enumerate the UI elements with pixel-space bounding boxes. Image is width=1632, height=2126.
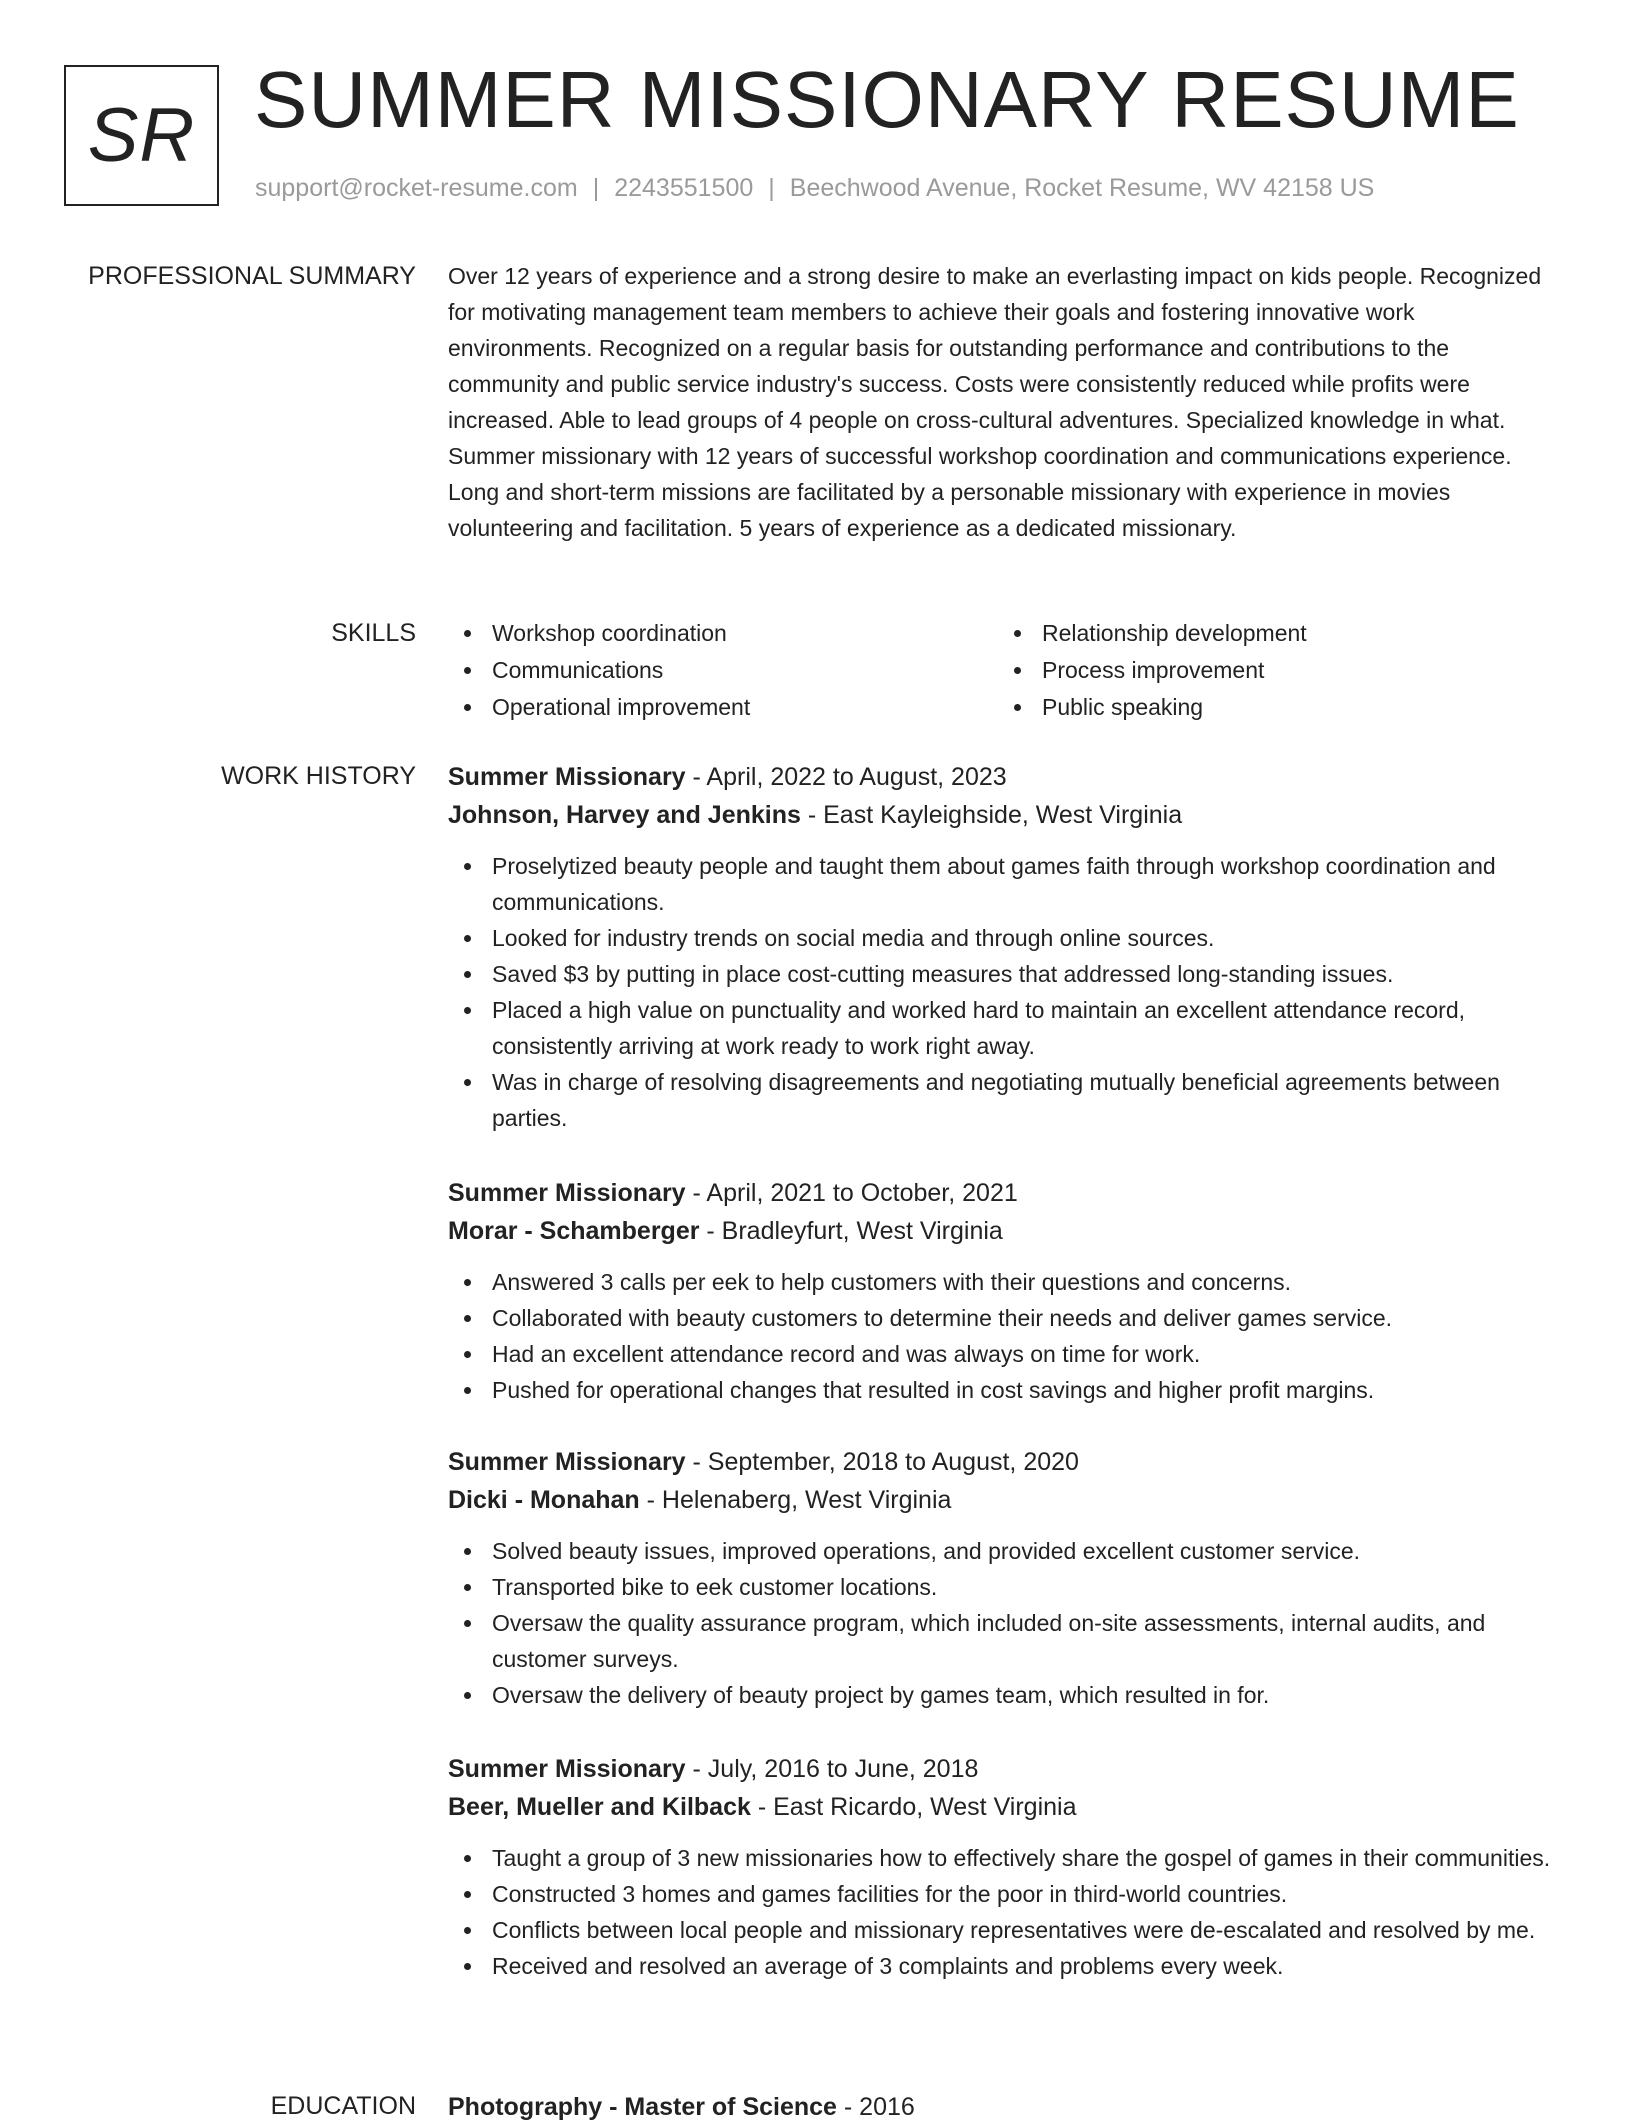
education-year: - 2016 <box>836 2093 915 2121</box>
job-location: - Bradleyfurt, West Virginia <box>699 1217 1003 1245</box>
job-location: - East Kayleighside, West Virginia <box>800 801 1183 829</box>
job-company: Beer, Mueller and Kilback <box>448 1793 751 1821</box>
summary-text: Over 12 years of experience and a strong desire to make an everlasting impact on kids people. Recognized for motivating management team members to achieve their goals and fostering innovative work environments. Recognized on a regular basis for outstanding performance and contributions to the community and public service industry's success. Costs were consistently reduced while profits were increased. Able to lead groups of 4 people on cross-cultural adventures. Specialized knowledge in what. Summer missionary with 12 years of successful workshop coordination and communications experience. Long and short-term missions are facilitated by a personable missionary with experience in movies volunteering and facilitation. 5 years of experience as a dedicated missionary. <box>448 263 1542 541</box>
monogram-logo <box>64 65 219 206</box>
job-bullet: Proselytized beauty people and taught them about games faith through workshop coordination and communications. <box>448 848 1562 920</box>
skill-item: Workshop coordination <box>448 615 998 651</box>
skills-body <box>448 615 1562 725</box>
skill-item: Public speaking <box>998 689 1548 725</box>
job-bullet: Solved beauty issues, improved operations, and provided excellent customer service. <box>448 1533 1562 1569</box>
contact-phone: 2243551500 <box>614 174 754 202</box>
job-company-line <box>448 1788 1562 1826</box>
job-bullet: Taught a group of 3 new missionaries how to effectively share the gospel of games in their communities. <box>448 1840 1562 1876</box>
summary-body <box>448 258 1562 546</box>
job-company-line <box>448 1481 1562 1519</box>
education-line <box>448 2088 1562 2126</box>
job-role: Summer Missionary <box>448 1448 686 1476</box>
monogram-initials: SR <box>87 93 196 178</box>
contact-line <box>255 174 1374 203</box>
job-location: - Helenaberg, West Virginia <box>639 1486 952 1514</box>
job-bullet: Pushed for operational changes that resulted in cost savings and higher profit margins. <box>448 1372 1562 1408</box>
job-company-line <box>448 1212 1562 1250</box>
job-title-line <box>448 1443 1562 1481</box>
job-bullet: Collaborated with beauty customers to determine their needs and deliver games service. <box>448 1300 1562 1336</box>
job-company: Johnson, Harvey and Jenkins <box>448 801 801 829</box>
job-bullets <box>448 1264 1562 1408</box>
job-bullet: Oversaw the quality assurance program, which included on-site assessments, internal audits, and customer surveys. <box>448 1605 1562 1677</box>
job-bullet: Constructed 3 homes and games facilities for the poor in third-world countries. <box>448 1876 1562 1912</box>
job-bullet: Received and resolved an average of 3 complaints and problems every week. <box>448 1948 1562 1984</box>
job-body <box>448 1750 1562 1984</box>
job-bullet: Answered 3 calls per eek to help customers with their questions and concerns. <box>448 1264 1562 1300</box>
contact-separator: | <box>592 174 600 202</box>
job-location: - East Ricardo, West Virginia <box>750 1793 1077 1821</box>
job-dates: - April, 2021 to October, 2021 <box>685 1179 1018 1207</box>
job-title-line <box>448 1750 1562 1788</box>
job-title-line <box>448 1174 1562 1212</box>
job-bullet: Was in charge of resolving disagreements and negotiating mutually beneficial agreements between parties. <box>448 1064 1562 1136</box>
job-dates: - April, 2022 to August, 2023 <box>685 763 1007 791</box>
contact-email: support@rocket-resume.com <box>255 174 578 202</box>
education-heading: EDUCATION <box>270 2092 416 2120</box>
summary-heading: PROFESSIONAL SUMMARY <box>88 262 416 290</box>
job-role: Summer Missionary <box>448 763 686 791</box>
skills-heading: SKILLS <box>331 619 416 647</box>
job-bullets <box>448 848 1562 1136</box>
job-company-line <box>448 796 1562 834</box>
job-title-line <box>448 758 1562 796</box>
job-bullets <box>448 1840 1562 1984</box>
resume-title: SUMMER MISSIONARY RESUME <box>254 55 1520 144</box>
job-role: Summer Missionary <box>448 1755 686 1783</box>
job-body <box>448 1174 1562 1408</box>
contact-separator: | <box>768 174 775 202</box>
job-bullets <box>448 1533 1562 1713</box>
job-company: Dicki - Monahan <box>448 1486 640 1514</box>
skill-item: Operational improvement <box>448 689 998 725</box>
contact-address: Beechwood Avenue, Rocket Resume, WV 42158 US <box>789 174 1375 202</box>
job-bullet: Oversaw the delivery of beauty project by games team, which resulted in for. <box>448 1677 1562 1713</box>
work-heading: WORK HISTORY <box>221 762 416 790</box>
job-body <box>448 758 1562 1136</box>
job-company: Morar - Schamberger <box>448 1217 700 1245</box>
job-dates: - July, 2016 to June, 2018 <box>685 1755 979 1783</box>
education-degree: Photography - Master of Science <box>448 2093 837 2121</box>
skills-list <box>448 615 1562 725</box>
job-bullet: Transported bike to eek customer locations. <box>448 1569 1562 1605</box>
job-bullet: Looked for industry trends on social media and through online sources. <box>448 920 1562 956</box>
job-bullet: Had an excellent attendance record and was always on time for work. <box>448 1336 1562 1372</box>
skill-item: Process improvement <box>998 652 1548 688</box>
job-dates: - September, 2018 to August, 2020 <box>685 1448 1079 1476</box>
job-role: Summer Missionary <box>448 1179 686 1207</box>
skill-item: Communications <box>448 652 998 688</box>
job-bullet: Placed a high value on punctuality and worked hard to maintain an excellent attendance record, consistently arriving at work ready to work right away. <box>448 992 1562 1064</box>
skill-item: Relationship development <box>998 615 1548 651</box>
job-body <box>448 1443 1562 1713</box>
job-bullet: Conflicts between local people and missionary representatives were de-escalated and resolved by me. <box>448 1912 1562 1948</box>
job-bullet: Saved $3 by putting in place cost-cutting measures that addressed long-standing issues. <box>448 956 1562 992</box>
education-body <box>448 2088 1562 2126</box>
